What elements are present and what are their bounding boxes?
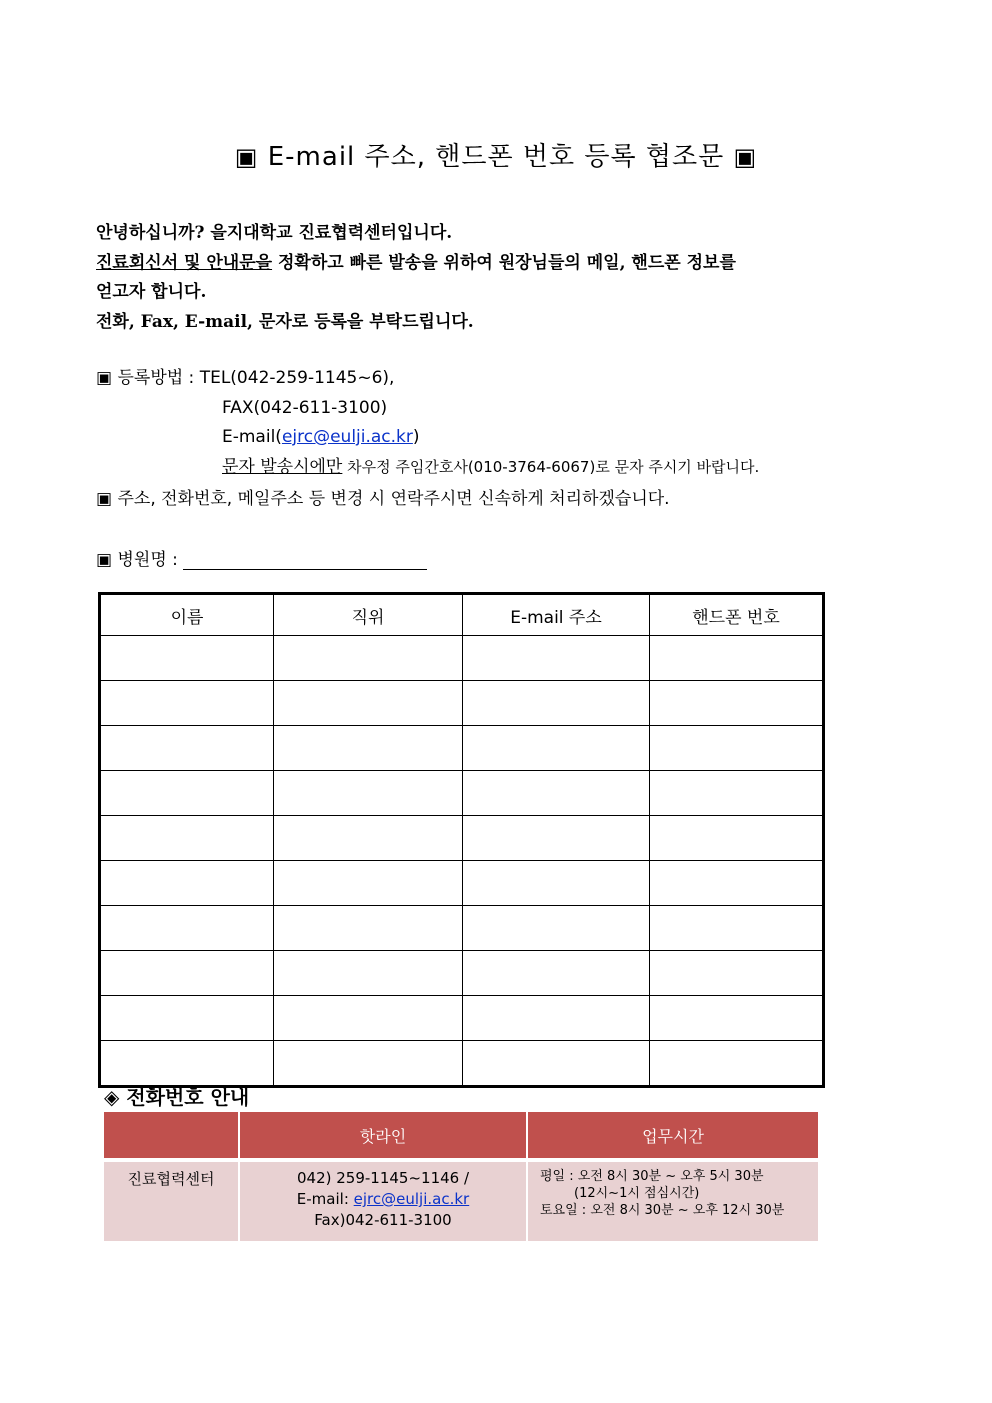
table-row <box>100 861 824 906</box>
table-cell[interactable] <box>274 906 463 951</box>
email-prefix: E-mail( <box>222 427 282 447</box>
hours-weekday: 평일 : 오전 8시 30분 ~ 오후 5시 30분 <box>540 1169 764 1184</box>
hours-lunch: (12시~1시 점심시간) <box>574 1186 700 1201</box>
table-cell[interactable] <box>274 726 463 771</box>
square-mark-icon: ▣ <box>733 143 758 171</box>
table-cell[interactable] <box>100 636 274 681</box>
table-cell[interactable] <box>274 681 463 726</box>
table-cell[interactable] <box>650 771 824 816</box>
email-suffix: ) <box>412 427 420 447</box>
sms-text: 차우정 주임간호사(010-3764-6067)로 문자 주시기 바랍니다. <box>342 457 760 476</box>
square-mark-icon: ▣ <box>234 143 259 171</box>
header-phone: 핸드폰 번호 <box>650 594 824 636</box>
email-link[interactable]: ejrc@eulji.ac.kr <box>281 427 413 447</box>
sms-underlined: 문자 발송시에만 <box>222 456 343 477</box>
phone-data-row <box>104 1160 818 1241</box>
registration-methods <box>96 364 896 482</box>
intro-line: 전화, Fax, E-mail, 문자로 등록을 부탁드립니다. <box>96 311 474 332</box>
table-cell[interactable] <box>650 906 824 951</box>
table-row <box>100 771 824 816</box>
table-cell[interactable] <box>463 636 650 681</box>
hours-saturday: 토요일 : 오전 8시 30분 ~ 오후 12시 30분 <box>540 1203 785 1218</box>
table-cell[interactable] <box>463 726 650 771</box>
table-header-row <box>100 594 824 636</box>
table-row <box>100 951 824 996</box>
table-cell[interactable] <box>100 951 274 996</box>
table-cell[interactable] <box>274 816 463 861</box>
square-mark-icon: ▣ <box>96 368 113 388</box>
intro-line <box>96 249 896 279</box>
phone-header-blank <box>104 1112 239 1160</box>
hotline-fax: Fax)042-611-3100 <box>314 1211 452 1229</box>
intro-text: 정확하고 빠른 발송을 위하여 원장님들의 메일, 핸드폰 정보를 <box>272 252 736 273</box>
table-cell[interactable] <box>650 726 824 771</box>
change-notice <box>96 484 670 509</box>
table-cell[interactable] <box>650 951 824 996</box>
title-text: E-mail 주소, 핸드폰 번호 등록 협조문 <box>267 142 725 172</box>
registration-sms-row <box>96 453 896 483</box>
table-cell[interactable] <box>274 951 463 996</box>
table-row <box>100 726 824 771</box>
notice-text: 주소, 전화번호, 메일주소 등 변경 시 연락주시면 신속하게 처리하겠습니다. <box>117 489 670 509</box>
hotline-cell <box>239 1160 527 1241</box>
table-cell[interactable] <box>463 861 650 906</box>
table-cell[interactable] <box>100 861 274 906</box>
intro-line: 안녕하십니까? 을지대학교 진료협력센터입니다. <box>96 223 453 243</box>
phone-info-title: ◈ 전화번호 안내 <box>104 1085 250 1109</box>
table-cell[interactable] <box>463 1041 650 1087</box>
phone-info-table <box>104 1112 818 1241</box>
table-cell[interactable] <box>463 996 650 1041</box>
hotline-email-label: E-mail: <box>296 1190 354 1208</box>
table-row <box>100 996 824 1041</box>
phone-header-row <box>104 1112 818 1160</box>
table-cell[interactable] <box>274 771 463 816</box>
table-row <box>100 636 824 681</box>
table-cell[interactable] <box>274 1041 463 1087</box>
table-cell[interactable] <box>650 996 824 1041</box>
table-cell[interactable] <box>650 816 824 861</box>
document-title <box>0 136 992 173</box>
table-cell[interactable] <box>100 1041 274 1087</box>
table-cell[interactable] <box>650 681 824 726</box>
registration-tel-row <box>96 364 896 394</box>
table-cell[interactable] <box>100 996 274 1041</box>
header-email: E-mail 주소 <box>463 594 650 636</box>
registration-fax-row: FAX(042-611-3100) <box>222 397 388 418</box>
table-cell[interactable] <box>274 996 463 1041</box>
hospital-name-field <box>96 545 427 570</box>
table-cell[interactable] <box>100 906 274 951</box>
table-cell[interactable] <box>100 726 274 771</box>
intro-line: 얻고자 합니다. <box>96 282 207 302</box>
square-mark-icon: ▣ <box>96 489 113 509</box>
phone-header-hotline: 핫라인 <box>239 1112 527 1160</box>
registration-label: 등록방법 : <box>117 368 200 388</box>
table-cell[interactable] <box>100 681 274 726</box>
table-cell[interactable] <box>463 681 650 726</box>
phone-header-hours: 업무시간 <box>527 1112 818 1160</box>
table-row <box>100 681 824 726</box>
table-cell[interactable] <box>274 636 463 681</box>
hospital-label: 병원명 : <box>117 550 178 570</box>
table-cell[interactable] <box>100 816 274 861</box>
table-row <box>100 906 824 951</box>
hospital-name-input-line[interactable] <box>183 549 427 570</box>
registration-email-row <box>96 423 896 453</box>
hours-cell <box>527 1160 818 1241</box>
header-name: 이름 <box>100 594 274 636</box>
table-cell[interactable] <box>650 636 824 681</box>
table-cell[interactable] <box>463 906 650 951</box>
table-row <box>100 1041 824 1087</box>
table-cell[interactable] <box>274 861 463 906</box>
table-cell[interactable] <box>100 771 274 816</box>
table-row <box>100 816 824 861</box>
table-cell[interactable] <box>463 816 650 861</box>
registration-table <box>98 592 825 1088</box>
table-cell[interactable] <box>463 951 650 996</box>
table-cell[interactable] <box>463 771 650 816</box>
hotline-phone: 042) 259-1145~1146 / <box>296 1169 470 1187</box>
center-name: 진료협력센터 <box>104 1160 239 1241</box>
intro-paragraph <box>96 219 896 337</box>
table-cell[interactable] <box>650 1041 824 1087</box>
hotline-email-link[interactable]: ejrc@eulji.ac.kr <box>353 1190 470 1208</box>
hotline-email-line <box>241 1189 525 1210</box>
table-cell[interactable] <box>650 861 824 906</box>
square-mark-icon: ▣ <box>96 550 113 570</box>
header-position: 직위 <box>274 594 463 636</box>
registration-tel: TEL(042-259-1145~6), <box>199 368 395 388</box>
intro-underlined: 진료회신서 및 안내문을 <box>96 252 273 273</box>
